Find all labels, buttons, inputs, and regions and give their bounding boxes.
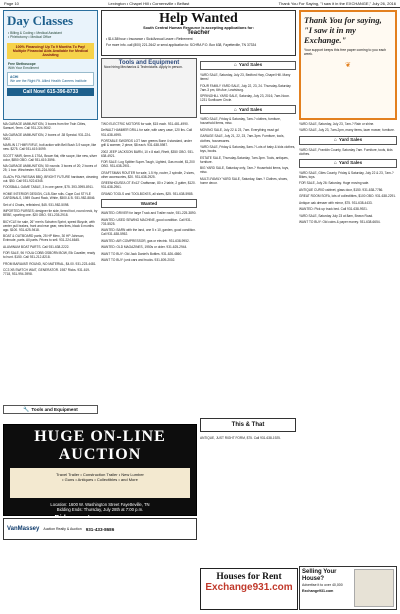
classified-item: ANTIQUE CURIO cabinet, glass door, $150. 931-638-7786. xyxy=(299,187,384,192)
houses-title: Houses for Rent xyxy=(216,572,282,582)
day-classes-bullet: • Phlebotomy • Medical Office xyxy=(8,35,52,40)
classified-item: CRAFTSMAN ROUTER for sale, 1.5 Hp, router, 2 spindle, 2 sizes, other accessories, $20. 931-638-2925. xyxy=(101,170,195,179)
classified-item: GREAT ROOM SOFA, lots of collectibles, $100 OBO. 931-638-2291. xyxy=(299,194,396,199)
classified-item: WANTED: DRIVER for large Truck and Trailer route, 931-225-3890. xyxy=(101,211,197,216)
thank-you-body: Your support keeps this free paper coming to you each week. xyxy=(304,48,387,57)
day-classes-title: Day Classes xyxy=(7,13,74,28)
tools-ad-body: Now hiring Mechanics & Technicians. Apply in person. xyxy=(104,65,183,70)
yard-sales-label: Yard Sales xyxy=(238,106,263,112)
houses-for-rent-ad[interactable] xyxy=(200,568,298,610)
classified-item: YARD SALE, Saturday, July 23, Bedford Hwy, Chapel Hill. Many items! xyxy=(200,73,291,82)
classified-item: WANTED: Pick up truck bed. Call 931-638-9921. xyxy=(299,207,368,212)
classified-item: WANTED: USED SEWING MACHINE, good condition. Call 931-703-5525. xyxy=(101,217,192,226)
auction-items-line2: • Guns • Antiques • Collectibles • and More xyxy=(62,477,138,482)
classified-item: YARD SALE, Saturday July 23 at 8am, Brown Road. xyxy=(299,213,373,218)
classified-column-b xyxy=(101,122,197,265)
auction-photo-band xyxy=(10,468,190,498)
classified-column-a xyxy=(3,122,98,279)
online-auction-ad[interactable] xyxy=(3,424,197,522)
tools-label: Tools and Equipment xyxy=(31,407,78,412)
classified-item: YARD SALE, Friday & Saturday, 5am-? Lots of baby & kids clothes, toys, books. xyxy=(200,144,296,154)
yard-sales-marshall-header xyxy=(200,61,296,70)
yard-sign-icon: ⌂ xyxy=(233,106,237,113)
classified-item: BOAT & OUTBOARD parts, 25 HP Merc, 30 HP Johnson, Evinrude, parts. All parts. Prices to sell. 931-224-6645. xyxy=(3,234,85,243)
auction-items-line1: Travel Trailer • Construction Trailer • New Lumber xyxy=(56,472,144,477)
thank-you-quote: "I saw it in my Exchange." xyxy=(304,25,356,45)
tools-ad[interactable] xyxy=(101,58,197,118)
classified-item: FROM BARAVATI ROUND, NO MATERIAL, $4.00. 931-223-4481. xyxy=(3,261,97,266)
this-and-that-header xyxy=(200,418,296,432)
selling-url[interactable]: Exchange931.com xyxy=(302,589,334,593)
classified-item: IMPORTED PURSES; designer tie side, tiered foot, round neck, by BEBE, sporting one. $20 OBO. 931-235-2918. xyxy=(3,209,98,218)
classified-item: WANT TO BUY: junk cars and trucks. 931-809-2002. xyxy=(101,258,176,263)
classified-item: MA GARAGE AMMUNITION, 2 boxes of .38 Special. 931-224-9002. xyxy=(3,132,92,141)
classified-item: GARAGE SALE, July 21, 22, 23, 7am-3pm. Furniture, tools, clothes, housewares. xyxy=(200,134,285,143)
classified-item: YARD SALE, Giles County, Friday & Saturday, July 22 & 23, 7am-? Bikes, toys. xyxy=(299,170,394,179)
wanted-header xyxy=(101,199,197,208)
tools-ad-title: Tools and Equipment xyxy=(118,60,180,66)
tools-equipment-header xyxy=(3,405,98,414)
help-wanted-ad[interactable] xyxy=(101,10,296,56)
classified-item: Set of 4 Chairs, refinished, $45. 931-982-5098. xyxy=(3,202,70,207)
wrench-icon: 🔧 xyxy=(23,406,30,413)
classified-item: SCOTT NMR, 6mm & 17SA, Brown flat, rifle scope, like new, silver color, $850 OBO. Call 931-619-3596. xyxy=(3,153,97,162)
paper-areas: Lexington • Chapel Hill • Cornersville • Belfast xyxy=(108,1,190,6)
classified-item: WANTED: BARN with the land, one 5 x 10, garden, good condition. Call 931-638-5952. xyxy=(101,228,196,237)
yard-sign-icon: ⌂ xyxy=(333,137,337,144)
classified-item: BIG YARD SALE, Saturday only, 7am-? Household items, toys, misc. xyxy=(200,166,289,175)
yard-sales-bedford-header xyxy=(200,105,296,114)
school-logo xyxy=(7,72,94,86)
classified-item: SPRINGHILL YARD SALE, Saturday, July 23, 2016, 7am-Noon. 1231 Sunflower Circle. xyxy=(200,94,290,103)
classified-item: ESTATE SALE, Thursday-Saturday, 7am-3pm. Tools, antiques, furniture. xyxy=(200,155,289,164)
classified-item: 2002 JEEP JACKSON BARN, 10 x 8 stall, Rhett, $350 OBO. 931-638-4921. xyxy=(101,149,194,158)
houses-url[interactable]: Exchange931.com xyxy=(205,582,293,593)
page-header xyxy=(0,0,400,8)
auction-dates: Bidding Ends: Thursday, July 28th at 7:00 p.m. xyxy=(56,507,144,513)
yard-sales-label: Yard Sales xyxy=(238,62,263,68)
auction-location: Location: 1600 W. Washington Street Fayetteville, TN xyxy=(50,502,150,507)
ornament-icon: ❦ xyxy=(345,61,351,69)
classified-item: FOR SALE: Log Splitter Super-Tough, Lighted, Gas model, $1,200 OBO. 931-638-2901. xyxy=(101,160,195,169)
thank-you-ad xyxy=(299,10,397,120)
wanted-label: Wanted xyxy=(140,200,158,206)
classified-item: YARD SALE, Franklin County, Saturday 7am. Furniture, tools, kids clothes. xyxy=(299,147,393,156)
classified-item: MA GARAGE AMMUNITION, 50 rounds: 3 boxes of 20; 2 boxes of 25; 1 box: Winchester. 931-224-9002. xyxy=(3,164,97,173)
day-classes-ad[interactable] xyxy=(3,10,98,120)
school-phone[interactable]: Call Now! 615-396-8733 xyxy=(7,88,94,96)
this-that-label: This & That xyxy=(231,422,265,428)
classified-item: BICYCLE for sale, 26" men's Schwinn Sprint, speed Bicycle, with center pull brakes, front and rear gear, new tires, black 6 months ago. $100. 931-625-9418. xyxy=(3,219,95,232)
classified-item: CC3 XB SWITCH WAIT, GENERATOR. 1987 Ricks. 931-619-7718, 931-994-3998. xyxy=(3,268,91,277)
classified-item: GREENHOUSE/LOT 8'x12' Craftsman, 80 x 2 table, 2 gutter, $120. 931-638-2961. xyxy=(101,181,196,190)
header-tagline: Thank You For Saying, "I saw it in the EXCHANGE," July 26, 2016 xyxy=(278,1,396,6)
classified-item: MARLIN 17 HMR RIFLE, bolt action with Bell Bush 3-9 scope, like new. $275. Call 931-619-5099. xyxy=(3,143,97,152)
classified-item: FOUR FAMILY YARD SALE, July 22, 23, 24. Thursday-Saturday 7am-3 pm, 6th Ave, Lewisburg. xyxy=(200,83,291,92)
classified-column-d xyxy=(299,122,397,227)
page-number: Page 10 xyxy=(4,1,19,6)
classified-item: YARD SALE, Saturday, July 23, 7am-? Rain or shine. xyxy=(299,122,375,126)
classified-item: TWO ELECTRIC MOTORS for sale, $15 each. 931-481-4990. xyxy=(101,122,189,126)
classified-item: GRAND TOOLS and TOOLBOXES, all sizes, $25. 931-638-5985. xyxy=(101,191,194,196)
classified-item: FOR SALE, 96 YOUA COBB OSBORN BOW, Elk Cavalier, ready to hunt. $150. Call 931-212-8218. xyxy=(3,251,96,260)
classified-item: MULTI-FAMILY YARD SALE, Saturday, 6am-? Clothes, shoes, home decor. xyxy=(200,176,288,185)
selling-house-ad[interactable] xyxy=(299,566,397,610)
day-classes-bullet: • Billing & Coding • Medical Assistant xyxy=(8,31,62,35)
classified-item: ANTIQUE, JUST RIGHT FORM, $75. Call 931-638-1925. xyxy=(200,436,281,440)
school-name: ACHI xyxy=(10,75,19,80)
help-wanted-position: Teacher xyxy=(187,30,210,36)
classified-item: ALUMINUM BOAT PARTS. Call 931-638-2222. xyxy=(3,244,70,249)
classified-item: Antique oak dresser with mirror, $75. 931-638-4433. xyxy=(299,200,373,205)
yard-sign-icon: ⌂ xyxy=(233,62,237,69)
help-wanted-title: Help Wanted xyxy=(159,11,238,26)
yard-sales-franklin-header xyxy=(299,136,397,145)
classified-item: WANTED: OLD MAGAZINES, 1950s or older. 931-625-2944. xyxy=(101,245,188,250)
vanmassey-ad[interactable] xyxy=(3,518,197,540)
financing-promo: 100% Financing! Up To 9 Months To Pay! Multiple Financial Aids Available for Medical Assisting xyxy=(7,43,94,59)
thank-you-title: Thank You for saying, xyxy=(304,15,382,25)
this-that-column xyxy=(200,436,296,442)
house-photo xyxy=(354,569,394,607)
classified-item: FOOSBALL GAME TABLE, 3 in one game, $75. 393-3995-8911. xyxy=(3,185,94,190)
classified-item: WANT TO BUY: Old Jack Daniel's Bottles. 931-626-4860. xyxy=(101,251,183,256)
classified-column-c xyxy=(200,58,296,187)
stethoscope-note: With Your Enrollment xyxy=(8,65,39,70)
free-stethoscope: Free Stethoscope xyxy=(8,61,36,66)
classified-item: FOR SALE, July 26: Saturday. Huge moving sale. xyxy=(299,181,370,186)
yard-sales-label: Yard Sales xyxy=(338,137,363,143)
help-wanted-subtitle: South Central Human Resource is accepting applications for: xyxy=(143,26,254,30)
classified-item: MA GARAGE AMMUNITION, 3 boxes from the Twin Cities, Samuel, 9mm. Call 931-224-9002. xyxy=(3,122,87,131)
yard-sales-label: Yard Sales xyxy=(338,160,363,166)
classified-item: WANT TO BUY: Old coins & paper money. 931-638-6654. xyxy=(299,220,381,225)
selling-body: Advertise it to over 40,000 xyxy=(302,583,343,587)
classified-item: MOVING SALE, July 22 & 23, 7am. Everything must go! xyxy=(200,127,280,132)
auction-bid-link[interactable]: Bid now at vanmassey.com xyxy=(54,514,146,522)
yard-sign-icon: ⌂ xyxy=(333,160,337,167)
classified-item: DeWALT HAMMER DRILL for sale, with carry case, 120 lbs. Call 931-638-4995. xyxy=(101,128,193,137)
classified-item: YARD SALE, July 23, 7am-2pm, many items, lawn mower, furniture. xyxy=(299,128,395,133)
help-wanted-benefits: • $14.38/hour • Insurance • Sick/Annual Leave • Retirement xyxy=(106,37,193,41)
classified-item: PORTABLE SWORDS LOT ham greens Bone 4 standard, under grill & warmer, 2 piece, $8 each. 931-638-5987. xyxy=(101,139,192,148)
classified-item: GLAD's POLYNESIAN BBQ, BRIGHT FUTURE hardware, cleaning out. $50. Call 931-922-6345. xyxy=(3,174,98,183)
auction-title: HUGE ON-LINE AUCTION xyxy=(34,428,166,463)
classified-item: WANTED: AIR COMPRESSOR, gas or electric. 931-638-9952. xyxy=(101,238,190,243)
help-wanted-apply: For more info. call (800) 221-2642 or send application to: SCHRA P.O. Box 638, Fayetteville, TN 37334 xyxy=(106,43,257,47)
school-tagline: We are the Right Fit. Allied Health Careers Institute xyxy=(10,79,87,84)
vanmassey-sub: Auction Realty & Auction xyxy=(43,527,82,531)
yard-sales-giles-header xyxy=(299,159,397,168)
vanmassey-logo: VanMassey xyxy=(7,526,40,532)
classified-item: HOME INTERIOR DESIGN, CLB-Size rolls. Cape Cod STYLE CARDINALS, 1989 Guard Rack, White, $500 & B. 931-982-8846. xyxy=(3,191,96,201)
selling-title: Selling Your House? xyxy=(302,569,337,582)
classified-item: YARD SALE, Friday & Saturday, 7am-? clothes, furniture, household items, misc. xyxy=(200,117,281,126)
vanmassey-phone[interactable]: 931-433-8686 xyxy=(85,526,115,532)
